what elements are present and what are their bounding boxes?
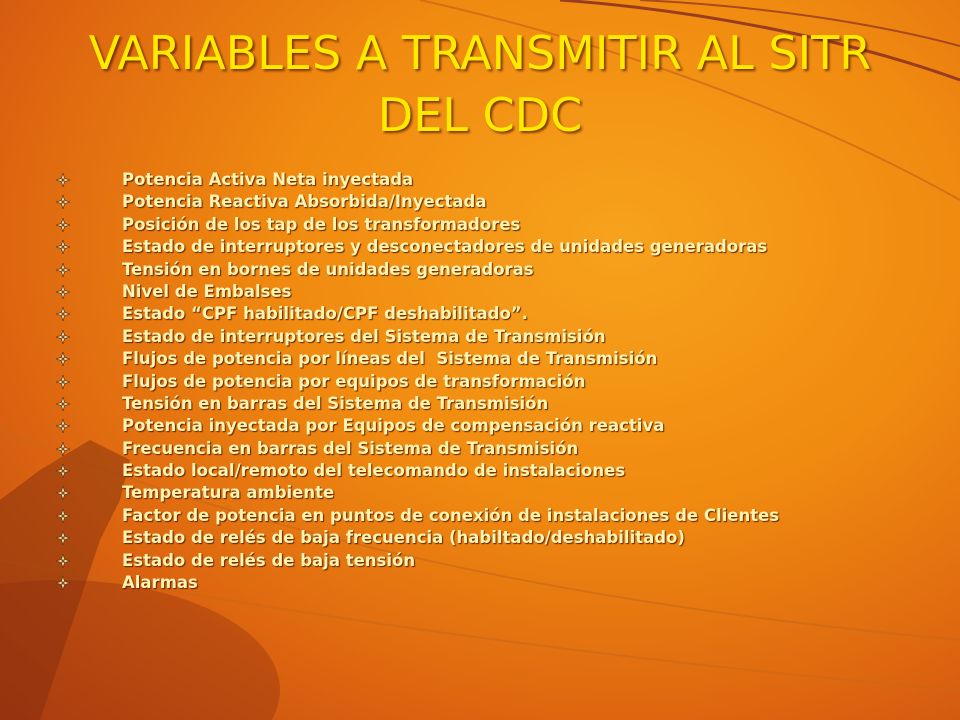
bullet-text: Alarmas [122, 573, 198, 593]
star-bullet-icon [56, 240, 70, 254]
bullet-text: Estado de interruptores y desconectadores de unidades generadoras [122, 237, 768, 257]
bullet-item [56, 572, 936, 594]
bullet-item [56, 505, 936, 527]
bullet-item [56, 191, 936, 213]
star-bullet-icon [56, 330, 70, 344]
bullet-item [56, 527, 936, 549]
star-bullet-icon [56, 442, 70, 456]
bullet-item [56, 326, 936, 348]
bullet-item [56, 303, 936, 325]
star-bullet-icon [56, 263, 70, 277]
star-bullet-icon [56, 531, 70, 545]
star-bullet-icon [56, 419, 70, 433]
slide-title: VARIABLES A TRANSMITIR AL SITR DEL CDC [88, 26, 872, 142]
bullet-list [56, 169, 936, 594]
star-bullet-icon [56, 307, 70, 321]
bullet-item [56, 482, 936, 504]
bullet-text: Potencia Activa Neta inyectada [122, 170, 414, 189]
bullet-item [56, 169, 936, 191]
bullet-item [56, 348, 936, 370]
bullet-item [56, 236, 936, 258]
star-bullet-icon [56, 218, 70, 232]
bullet-item [56, 415, 936, 437]
bullet-text: Flujos de potencia por equipos de transformación [122, 371, 586, 391]
bullet-text: Estado “CPF habilitado/CPF deshabilitado”. [122, 304, 528, 324]
star-bullet-icon [56, 464, 70, 478]
bullet-text: Nivel de Embalses [122, 281, 292, 301]
bullet-text: Estado de relés de baja frecuencia (habiltado/deshabilitado) [122, 528, 685, 548]
bullet-item [56, 550, 936, 572]
bullet-item [56, 281, 936, 303]
star-bullet-icon [56, 173, 70, 187]
star-bullet-icon [56, 195, 70, 209]
star-bullet-icon [56, 397, 70, 411]
bullet-text: Flujos de potencia por líneas del Sistema de Transmisión [122, 349, 658, 369]
star-bullet-icon [56, 554, 70, 568]
bullet-text: Frecuencia en barras del Sistema de Transmisión [122, 438, 579, 458]
star-bullet-icon [56, 285, 70, 299]
star-bullet-icon [56, 375, 70, 389]
bullet-text: Estado de interruptores del Sistema de Transmisión [122, 326, 606, 346]
bullet-text: Potencia Reactiva Absorbida/Inyectada [122, 192, 487, 212]
bullet-text: Tensión en barras del Sistema de Transmisión [122, 393, 549, 413]
bullet-item [56, 371, 936, 393]
bullet-text: Tensión en bornes de unidades generadoras [122, 259, 534, 279]
bullet-item [56, 460, 936, 482]
bullet-text: Temperatura ambiente [122, 483, 335, 503]
bullet-text: Estado local/remoto del telecomando de instalaciones [122, 461, 626, 481]
bullet-text: Factor de potencia en puntos de conexión de instalaciones de Clientes [122, 505, 780, 525]
bullet-item [56, 214, 936, 236]
star-bullet-icon [56, 509, 70, 523]
bullet-item [56, 259, 936, 281]
bullet-item [56, 438, 936, 460]
bullet-item [56, 393, 936, 415]
star-bullet-icon [56, 486, 70, 500]
bullet-text: Estado de relés de baja tensión [122, 550, 416, 570]
star-bullet-icon [56, 352, 70, 366]
bullet-text: Potencia inyectada por Equipos de compensación reactiva [122, 416, 665, 436]
bullet-text: Posición de los tap de los transformadores [122, 214, 521, 234]
star-bullet-icon [56, 576, 70, 590]
